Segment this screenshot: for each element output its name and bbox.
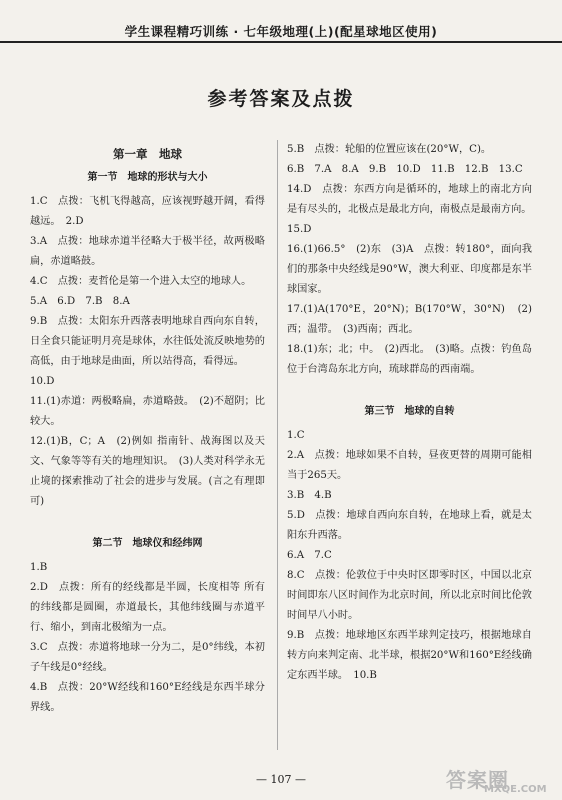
section-heading: 第一节 地球的形状与大小 bbox=[87, 172, 208, 183]
page-title: 参考答案及点拨 bbox=[207, 88, 355, 110]
page-number: — 107 — bbox=[256, 773, 306, 786]
answer-item: 1.B bbox=[30, 562, 48, 573]
answer-item: 10.D bbox=[30, 376, 55, 387]
right-column bbox=[287, 140, 532, 686]
answer-item: 6.A 7.C bbox=[287, 550, 332, 561]
answer-item: 2.D 点拨：所有的经线都是半圆，长度相等 所有的纬线都是圆圈，赤道最长，其他纬线圈与赤道平行、缩小，到南北极缩为一点。 bbox=[30, 582, 265, 633]
answer-item: 1.C bbox=[287, 430, 305, 441]
section-heading: 第三节 地球的自转 bbox=[364, 406, 455, 417]
answer-item: 9.B 点拨：地球地区东西半球判定技巧，根据地球自转方向来判定南、北半球，根据20°W和160°E经线确定东西半球。 10.B bbox=[287, 630, 532, 681]
watermark-url: MXQE.COM bbox=[484, 784, 547, 795]
watermark-logo bbox=[446, 764, 556, 796]
answer-item: 18.(1)东；北；中。 (2)西北。 (3)略。点拨：钓鱼岛位于台湾岛东北方向，琉球群岛的西南端。 bbox=[287, 344, 532, 375]
answer-item: 3.C 点拨：赤道将地球一分为二，是0°纬线，本初子午线是0°经线。 bbox=[30, 642, 265, 673]
answer-item: 16.(1)66.5° (2)东 (3)A 点拨：转180°，面向我们的那条中央经线是90°W，澳大利亚、印度都是东半球国家。 bbox=[287, 244, 532, 295]
answer-item: 9.B 点拨：太阳东升西落表明地球自西向东自转，日全食只能证明月亮是球体，水往低处流反映地势的高低，由于地球是曲面，所以站得高，看得远。 bbox=[30, 316, 265, 367]
chapter-heading: 第一章 地球 bbox=[113, 147, 182, 161]
answer-item: 15.D bbox=[287, 224, 312, 235]
answer-item: 14.D 点拨：东西方向是循环的，地球上的南北方向是有尽头的，北极点是最北方向，南极点是最南方向。 bbox=[287, 184, 532, 215]
answer-item: 4.C 点拨：麦哲伦是第一个进入太空的地球人。 bbox=[30, 276, 252, 287]
answer-item: 3.A 点拨：地球赤道半径略大于极半径，故两极略扁，赤道略鼓。 bbox=[30, 236, 265, 267]
answer-item: 12.(1)B，C；A (2)例如 指南针、战海图以及天文、气象等等有关的地理知识。 (3)人类对科学永无止境的探索推动了社会的进步与发展。(言之有理即可) bbox=[30, 436, 265, 507]
answer-item: 4.B 点拨：20°W经线和160°E经线是东西半球分界线。 bbox=[30, 682, 265, 713]
header-text: 学生课程精巧训练 · 七年级地理(上)(配星球地区使用) bbox=[117, 24, 446, 39]
answer-item: 6.B 7.A 8.A 9.B 10.D 11.B 12.B 13.C bbox=[287, 164, 523, 175]
header-rule bbox=[0, 41, 562, 43]
answer-item: 2.A 点拨：地球如果不自转，昼夜更替的周期可能相当于265天。 bbox=[287, 450, 532, 481]
column-divider bbox=[277, 140, 278, 750]
watermark-logo-text: 答案圈 bbox=[446, 768, 509, 792]
answer-item: 5.B 点拨：轮船的位置应该在(20°W，C)。 bbox=[287, 144, 492, 155]
section-heading: 第二节 地球仪和经纬网 bbox=[92, 538, 203, 549]
answer-item: 17.(1)A(170°E，20°N)；B(170°W，30°N) (2)西；温带。 (3)西南；西北。 bbox=[287, 304, 532, 335]
answer-item: 1.C 点拨：飞机飞得越高，应该视野越开阔，看得越远。 2.D bbox=[30, 196, 265, 227]
answer-item: 5.D 点拨：地球自西向东自转，在地球上看，就是太阳东升西落。 bbox=[287, 510, 532, 541]
answer-item: 8.C 点拨：伦敦位于中央时区即零时区，中国以北京时间即东八区时间作为北京时间，所以北京时间比伦敦时间早八小时。 bbox=[287, 570, 532, 621]
left-column bbox=[30, 140, 265, 718]
answer-item: 3.B 4.B bbox=[287, 490, 332, 501]
running-header bbox=[0, 22, 562, 48]
answer-item: 11.(1)赤道：两极略扁，赤道略鼓。 (2)不超阴；比较大。 bbox=[30, 396, 265, 427]
answer-item: 5.A 6.D 7.B 8.A bbox=[30, 296, 130, 307]
